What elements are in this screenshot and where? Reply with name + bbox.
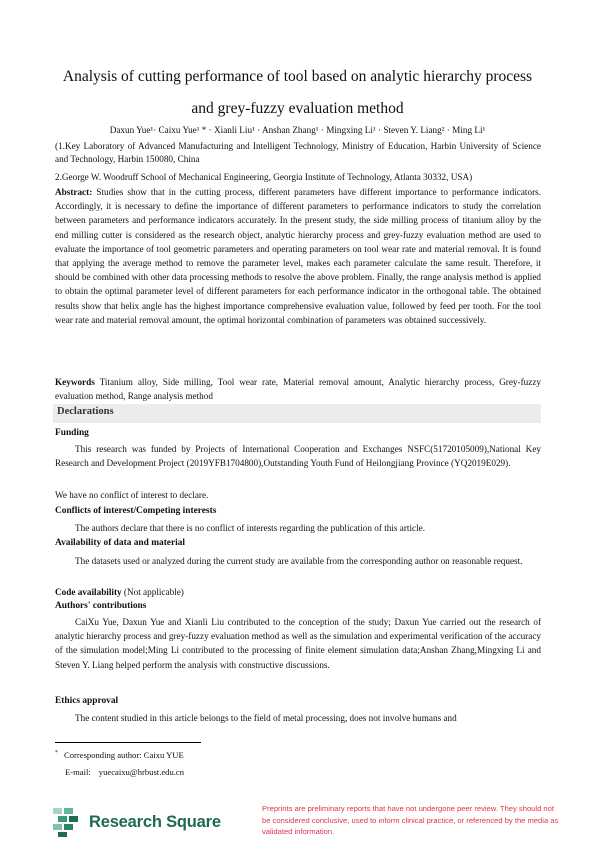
keywords: [55, 375, 541, 403]
declarations-heading: Declarations: [57, 406, 114, 417]
abstract: [55, 185, 541, 327]
ethics-text: The content studied in this article belongs to the field of metal processing, does not involve humans and: [75, 713, 457, 723]
footnote-corresponding-text: Corresponding author: Caixu YUE: [64, 750, 184, 760]
footnote-email: [65, 767, 184, 777]
abstract-text: Studies show that in the cutting process, different parameters have different importance to performance indicators. Accordingly, it is necessary to define the importance of different parameters to performance indicators to study the correlation between parameters and performance indicators accurately. In the present study, the side milling process of titanium alloy by the end milling cutter is considered as the research object, analytic hierarchy process and grey-fuzzy evaluation method are used to evaluate the importance of tool geometric parameters and operating parameters on tool wear rate and material removal. It is found that applying the average method to remove the parameter level, makes each parameter calculate the same result. Therefore, it should be combined with other data processing methods to resolve the above problem. Finally, the range analysis method is applied to obtain the optimal parameter level of different parameters for each performance indicator in the orthogonal table. The obtained results show that helix angle has the highest importance comprehensive evaluation value, followed by feed per tooth. For the tool wear rate and material removal amount, the optimal horizontal combination of parameters was obtained successively.: [55, 187, 542, 325]
code-heading: Code availability: [55, 587, 122, 597]
conflict-statement: We have no conflict of interest to declare.: [55, 490, 209, 500]
availability-heading: Availability of data and material: [55, 538, 186, 548]
affiliation-1: (1.Key Laboratory of Advanced Manufacturing and Intelligent Technology, Ministry of Education, Harbin University of Science and Technology, Harbin 150080, China: [55, 141, 541, 165]
conflicts-text: The authors declare that there is no conflict of interests regarding the publication of this article.: [75, 523, 426, 533]
paper-title-line-2: and grey-fuzzy evaluation method: [191, 100, 404, 117]
contributions-text: CaiXu Yue, Daxun Yue and Xianli Liu contributed to the conception of the study; Daxun Yue carried out the research of analytic hierarchy process and grey-fuzzy evaluation method as well as the simulation and experimental verification of the accuracy of the simulation model;Ming Li contributed to the processing of finite element simulation data;Anshan Zhang,Mingxing Li and Steven Y. Liang helped perform the analysis with constructive discussions.: [55, 617, 541, 670]
preprint-notice: Preprints are preliminary reports that have not undergone peer review. They should not be considered conclusive, used to inform clinical practice, or referenced by the media as validated information.: [262, 804, 559, 837]
abstract-label: Abstract:: [55, 187, 93, 197]
declarations-bar: [53, 404, 541, 423]
paper-title-line-1: Analysis of cutting performance of tool based on analytic hierarchy process: [62, 68, 533, 85]
research-square-wordmark: Research Square: [89, 813, 221, 831]
funding-heading: Funding: [55, 428, 89, 438]
keywords-label: Keywords: [55, 377, 95, 387]
footnote-email-address[interactable]: yuecaixu@hrbust.edu.cn: [98, 767, 185, 777]
footnote-corresponding: [55, 750, 184, 760]
availability-text: The datasets used or analyzed during the current study are available from the corresponding author on reasonable request.: [75, 556, 523, 566]
funding-text: This research was funded by Projects of International Cooperation and Exchanges NSFC(51720105009),National Key Research and Development Project (2019YFB1704800),Outstanding Youth Fund of Heilongjiang Province (YQ2019E029).: [55, 444, 541, 469]
contributions-heading: Authors' contributions: [55, 601, 147, 611]
keywords-text: Titanium alloy, Side milling, Tool wear rate, Material removal amount, Analytic hierarchy process, Grey-fuzzy evaluation method, Range analysis method: [55, 377, 541, 402]
affiliation-2: 2.George W. Woodruff School of Mechanical Engineering, Georgia Institute of Technology, Atlanta 30332, USA): [55, 172, 473, 182]
conflicts-heading: Conflicts of interest/Competing interests: [55, 506, 217, 516]
code-availability: [55, 585, 541, 599]
code-text: (Not applicable): [123, 587, 184, 597]
footnote-email-label: E-mail:: [65, 767, 91, 777]
footnote-marker: *: [55, 750, 58, 757]
footnote-divider: [55, 742, 201, 743]
research-square-logo-icon: [53, 808, 78, 837]
ethics-heading: Ethics approval: [55, 696, 119, 706]
author-list: Daxun Yue¹· Caixu Yue¹ * · Xianli Liu¹ · Anshan Zhang¹ · Mingxing Li¹ · Steven Y. Liang² · Ming Li¹: [109, 125, 486, 135]
